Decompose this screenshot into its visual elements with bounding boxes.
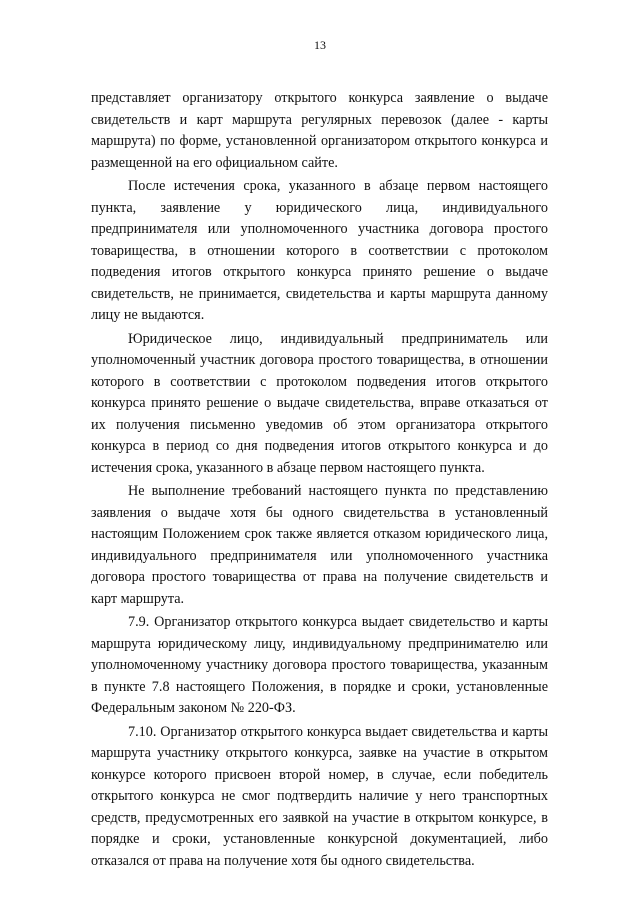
paragraph-deadline-expiry: После истечения срока, указанного в абзаце первом настоящего пункта, заявление у юридического лица, индивидуального предпринимателя или уполномоченного участника договора простого товарищества, в отношении которого в соответствии с протоколом подведения итогов открытого конкурса принято решение о выдаче свидетельств, не принимается, свидетельства и карты маршрута данному лицу не выдаются. [91,178,548,323]
paragraph-refusal-right: Юридическое лицо, индивидуальный предприниматель или уполномоченный участник договора простого товарищества, в отношении которого в соответствии с протоколом подведения итогов открытого конкурса принято решение о выдаче свидетельства, вправе отказаться от их получения письменно уведомив об этом организатора открытого конкурса в период со дня подведения итогов открытого конкурса и до истечения срока, указанного в абзаце первом настоящего пункта. [91,330,548,476]
paragraph-non-fulfillment: Не выполнение требований настоящего пункта по представлению заявления о выдаче хотя бы одного свидетельства в установленный настоящим Положением срок также является отказом юридического лица, индивидуального предпринимателя или уполномоченного участника договора простого товарищества от права на получение свидетельств и карт маршрута. [91,483,548,607]
paragraph-7-10: 7.10. Организатор открытого конкурса выдает свидетельства и карты маршрута участнику открытого конкурса, заявке на участие в открытом конкурсе которого присвоен второй номер, в случае, если победитель открытого конкурса не смог подтвердить наличие у него транспортных средств, предусмотренных его заявкой на участие в открытом конкурсе, в порядке и сроки, установленные конкурсной документацией, либо отказался от права на получение хотя бы одного свидетельства. [91,723,548,869]
body-text [91,88,548,874]
page-number: 13 [314,38,326,52]
paragraph-7-9: 7.9. Организатор открытого конкурса выдает свидетельство и карты маршрута юридическому лицу, индивидуальному предпринимателю или уполномоченному участнику договора простого товарищества, указанным в пункте 7.8 настоящего Положения, в порядке и сроки, установленные Федеральным законом № 220-ФЗ. [91,614,548,716]
paragraph-continuation: представляет организатору открытого конкурса заявление о выдаче свидетельств и карт маршрута регулярных перевозок (далее - карты маршрута) по форме, установленной организатором открытого конкурса и размещенной на его официальном сайте. [91,90,548,171]
